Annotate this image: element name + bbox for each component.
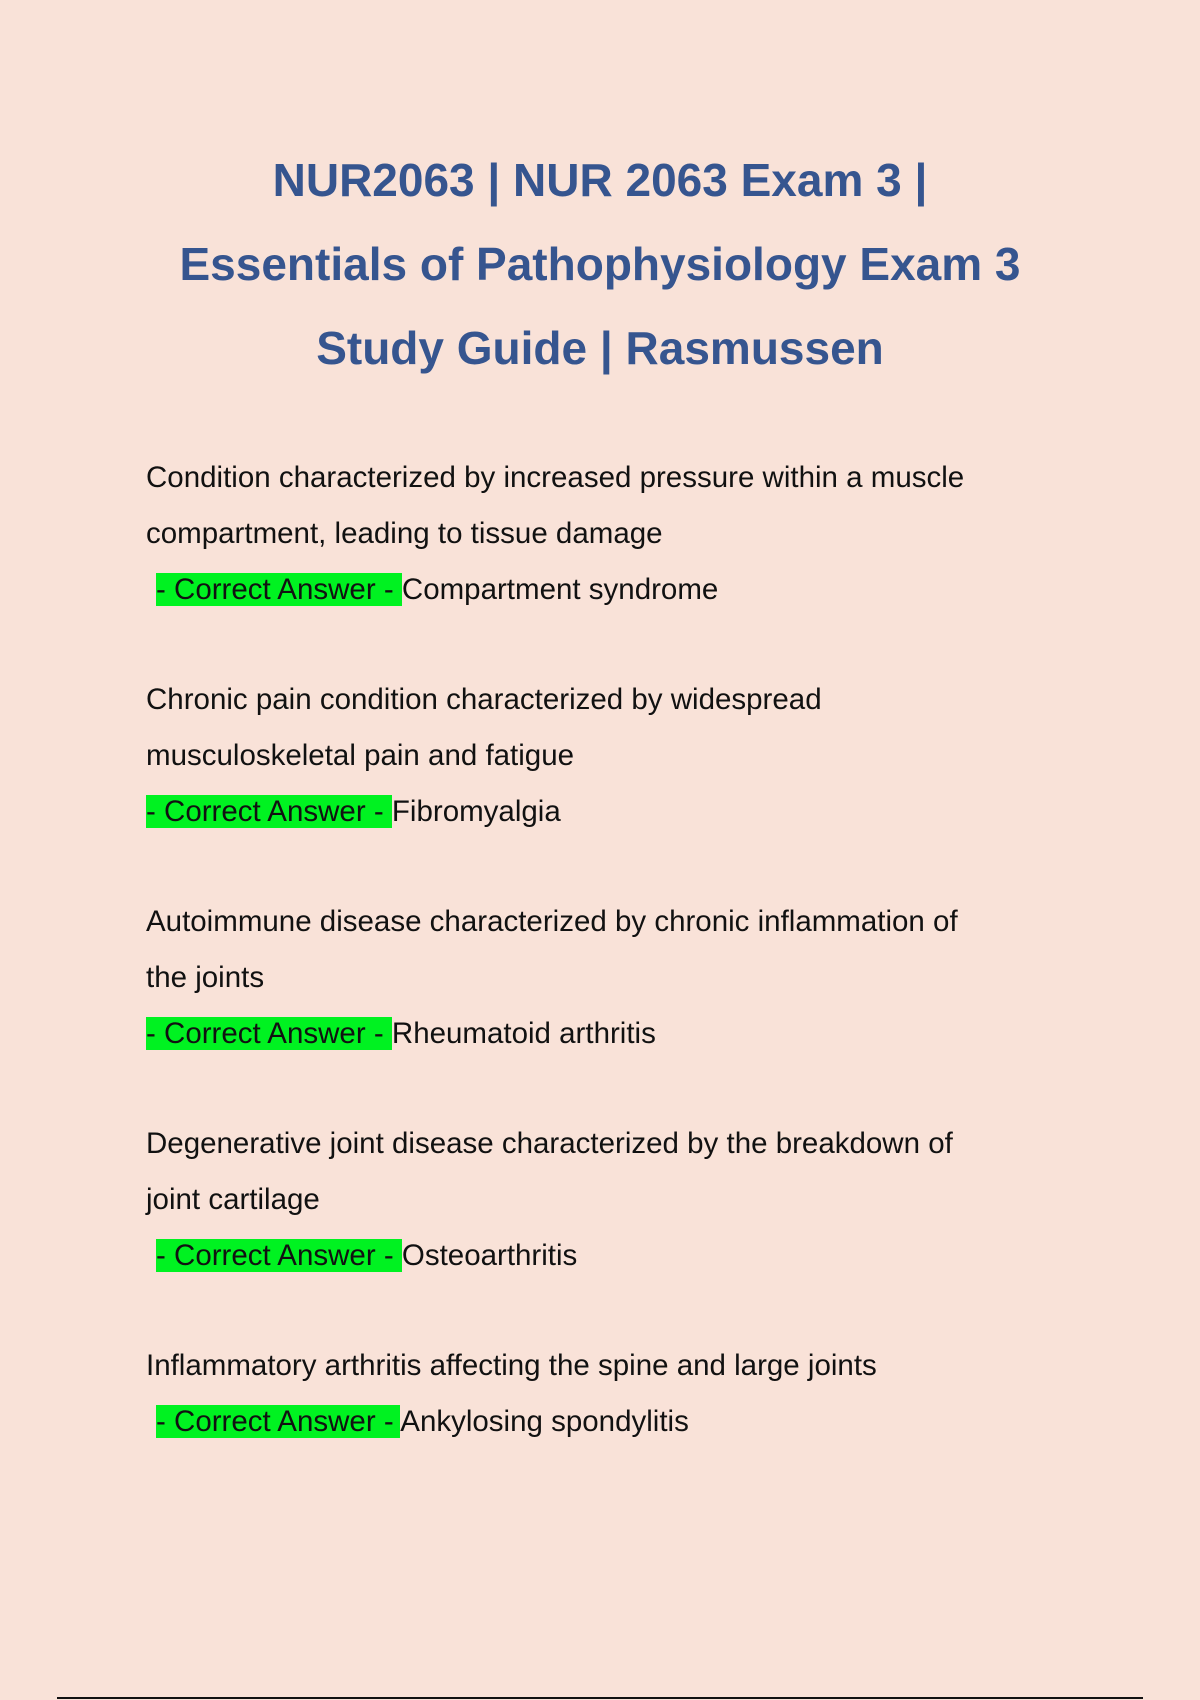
footer-divider <box>57 1697 1143 1699</box>
title-line: Study Guide | Rasmussen <box>316 322 884 374</box>
title-line: NUR2063 | NUR 2063 Exam 3 | <box>272 154 928 206</box>
question-line: Inflammatory arthritis affecting the spine and large joints <box>146 1349 877 1382</box>
correct-answer-tag: - Correct Answer - <box>146 795 392 828</box>
correct-answer-tag: - Correct Answer - <box>156 1405 401 1438</box>
answer-text: Compartment syndrome <box>401 573 719 606</box>
answer-line <box>146 784 1066 840</box>
answer-line <box>146 1228 1066 1284</box>
answer-text: Rheumatoid arthritis <box>391 1017 656 1050</box>
question-line: compartment, leading to tissue damage <box>146 517 663 550</box>
answer-line <box>146 1394 1066 1450</box>
answer-line <box>146 1006 1066 1062</box>
question-line: Autoimmune disease characterized by chronic inflammation of <box>146 905 958 938</box>
question-answer-list <box>146 450 1066 1504</box>
correct-answer-tag: - Correct Answer - <box>156 573 402 606</box>
correct-answer-tag: - Correct Answer - <box>146 1017 392 1050</box>
question-line: Chronic pain condition characterized by widespread <box>146 683 822 716</box>
qa-item <box>146 1116 1066 1284</box>
qa-item <box>146 672 1066 840</box>
question-line: Condition characterized by increased pressure within a muscle <box>146 461 965 494</box>
document-title <box>100 138 1100 390</box>
answer-text: Fibromyalgia <box>391 795 561 828</box>
qa-item <box>146 450 1066 618</box>
title-line: Essentials of Pathophysiology Exam 3 <box>179 238 1021 290</box>
answer-text: Ankylosing spondylitis <box>400 1405 689 1438</box>
question-line: musculoskeletal pain and fatigue <box>146 739 575 772</box>
answer-line <box>146 562 1066 618</box>
question-line: joint cartilage <box>146 1183 320 1216</box>
question-line: the joints <box>146 961 265 994</box>
answer-text: Osteoarthritis <box>401 1239 578 1272</box>
correct-answer-tag: - Correct Answer - <box>156 1239 402 1272</box>
qa-item <box>146 1338 1066 1450</box>
question-line: Degenerative joint disease characterized by the breakdown of <box>146 1127 953 1160</box>
qa-item <box>146 894 1066 1062</box>
